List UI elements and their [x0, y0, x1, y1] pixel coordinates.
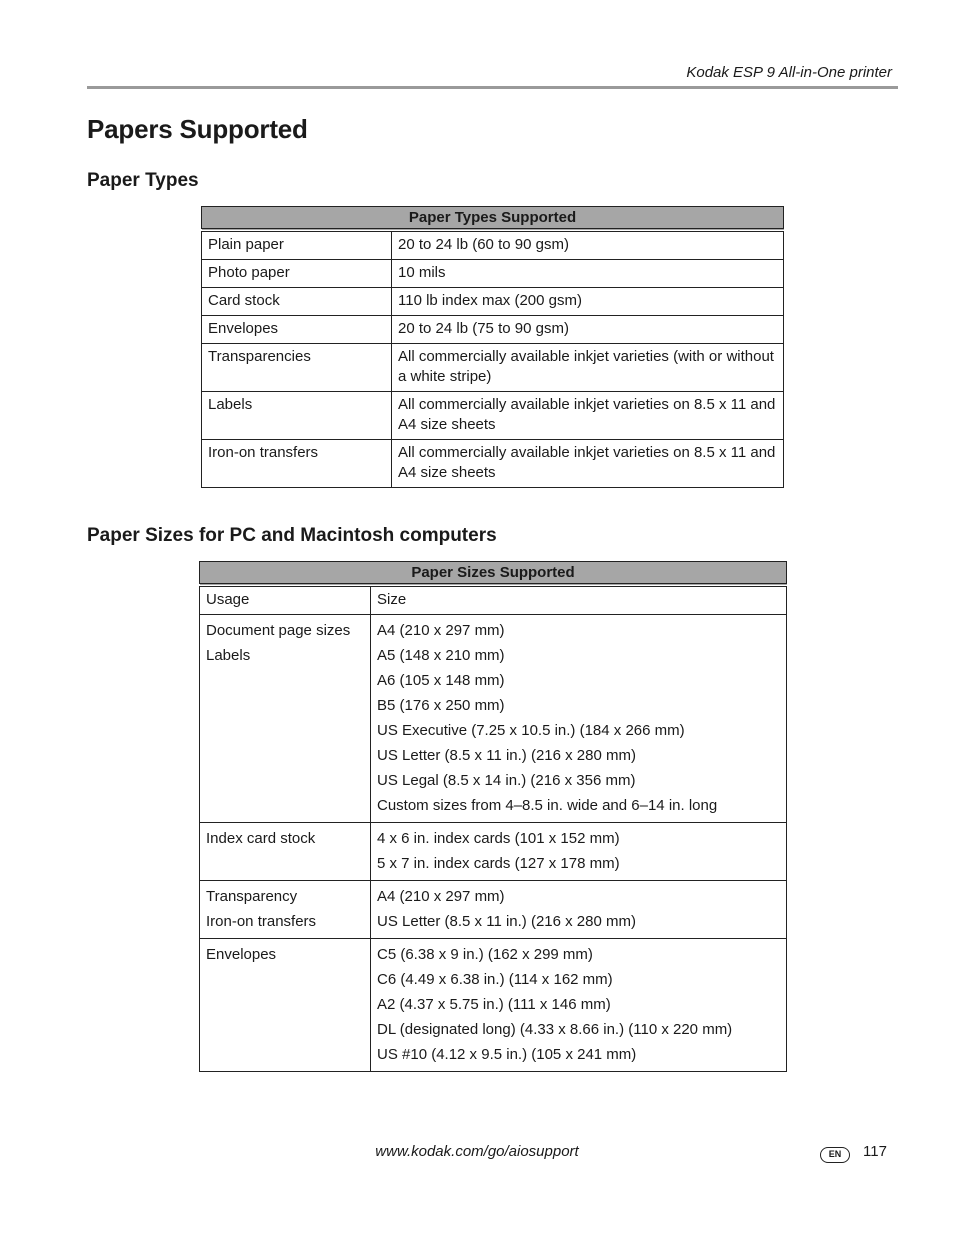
table-row: [200, 823, 787, 881]
paper-type-cell: Labels: [202, 392, 392, 440]
size-item: C6 (4.49 x 6.38 in.) (114 x 162 mm): [377, 971, 613, 988]
table-header: Paper Types Supported: [202, 207, 784, 231]
table-row: [202, 316, 784, 344]
size-column-label: Size: [371, 585, 787, 615]
usage-item: Iron-on transfers: [206, 913, 317, 930]
size-item: US Legal (8.5 x 14 in.) (216 x 356 mm): [377, 772, 636, 789]
column-header-row: [200, 585, 787, 615]
paper-type-cell: Envelopes: [202, 316, 392, 344]
usage-cell: [200, 939, 371, 1072]
usage-item: Document page sizes: [206, 622, 351, 639]
table-row: [200, 939, 787, 1072]
table-row: [200, 881, 787, 939]
size-item: C5 (6.38 x 9 in.) (162 x 299 mm): [377, 946, 593, 963]
usage-column-label: Usage: [200, 585, 371, 615]
paper-type-cell: Card stock: [202, 288, 392, 316]
size-item: 4 x 6 in. index cards (101 x 152 mm): [377, 830, 620, 847]
table-row: [202, 260, 784, 288]
usage-item: Envelopes: [206, 946, 277, 963]
paper-type-cell: Transparencies: [202, 344, 392, 392]
table-header: Paper Sizes Supported: [200, 562, 787, 586]
size-cell: [371, 881, 787, 939]
size-item: 5 x 7 in. index cards (127 x 178 mm): [377, 855, 620, 872]
paper-types-table: [201, 206, 784, 488]
page-number: 117: [863, 1143, 887, 1160]
size-cell: [371, 823, 787, 881]
section-heading-paper-sizes: Paper Sizes for PC and Macintosh computers: [87, 525, 497, 546]
usage-cell: [200, 615, 371, 823]
size-item: A4 (210 x 297 mm): [377, 622, 505, 639]
table-row: [202, 440, 784, 488]
paper-spec-cell: All commercially available inkjet varieties on 8.5 x 11 and A4 size sheets: [392, 392, 784, 440]
size-item: B5 (176 x 250 mm): [377, 697, 505, 714]
size-item: A5 (148 x 210 mm): [377, 647, 505, 664]
paper-sizes-table: [199, 561, 787, 1072]
usage-item: Transparency: [206, 888, 298, 905]
header-divider: [87, 86, 898, 89]
size-cell: [371, 615, 787, 823]
usage-item: Labels: [206, 647, 251, 664]
paper-spec-cell: All commercially available inkjet varieties (with or without a white stripe): [392, 344, 784, 392]
paper-spec-cell: 20 to 24 lb (60 to 90 gsm): [392, 230, 784, 260]
table-row: [202, 344, 784, 392]
table-row: [202, 392, 784, 440]
section-heading-paper-types: Paper Types: [87, 170, 199, 191]
size-cell: [371, 939, 787, 1072]
running-header: Kodak ESP 9 All-in-One printer: [686, 64, 892, 81]
paper-type-cell: Plain paper: [202, 230, 392, 260]
size-item: A6 (105 x 148 mm): [377, 672, 505, 689]
size-item: US Letter (8.5 x 11 in.) (216 x 280 mm): [377, 913, 636, 930]
paper-spec-cell: All commercially available inkjet varieties on 8.5 x 11 and A4 size sheets: [392, 440, 784, 488]
size-item: A2 (4.37 x 5.75 in.) (111 x 146 mm): [377, 996, 611, 1013]
language-badge: EN: [820, 1147, 850, 1163]
usage-cell: [200, 881, 371, 939]
size-item: US Executive (7.25 x 10.5 in.) (184 x 266 mm): [377, 722, 685, 739]
table-row: [200, 615, 787, 823]
paper-type-cell: Iron-on transfers: [202, 440, 392, 488]
table-row: [202, 288, 784, 316]
size-item: Custom sizes from 4–8.5 in. wide and 6–14 in. long: [377, 797, 718, 814]
size-item: DL (designated long) (4.33 x 8.66 in.) (110 x 220 mm): [377, 1021, 733, 1038]
paper-spec-cell: 10 mils: [392, 260, 784, 288]
paper-spec-cell: 110 lb index max (200 gsm): [392, 288, 784, 316]
page-title: Papers Supported: [87, 114, 308, 144]
usage-item: Index card stock: [206, 830, 316, 847]
paper-spec-cell: 20 to 24 lb (75 to 90 gsm): [392, 316, 784, 344]
size-item: US #10 (4.12 x 9.5 in.) (105 x 241 mm): [377, 1046, 637, 1063]
paper-type-cell: Photo paper: [202, 260, 392, 288]
size-item: A4 (210 x 297 mm): [377, 888, 505, 905]
table-row: [202, 230, 784, 260]
size-item: US Letter (8.5 x 11 in.) (216 x 280 mm): [377, 747, 636, 764]
usage-cell: [200, 823, 371, 881]
support-url-link[interactable]: www.kodak.com/go/aiosupport: [375, 1143, 579, 1160]
